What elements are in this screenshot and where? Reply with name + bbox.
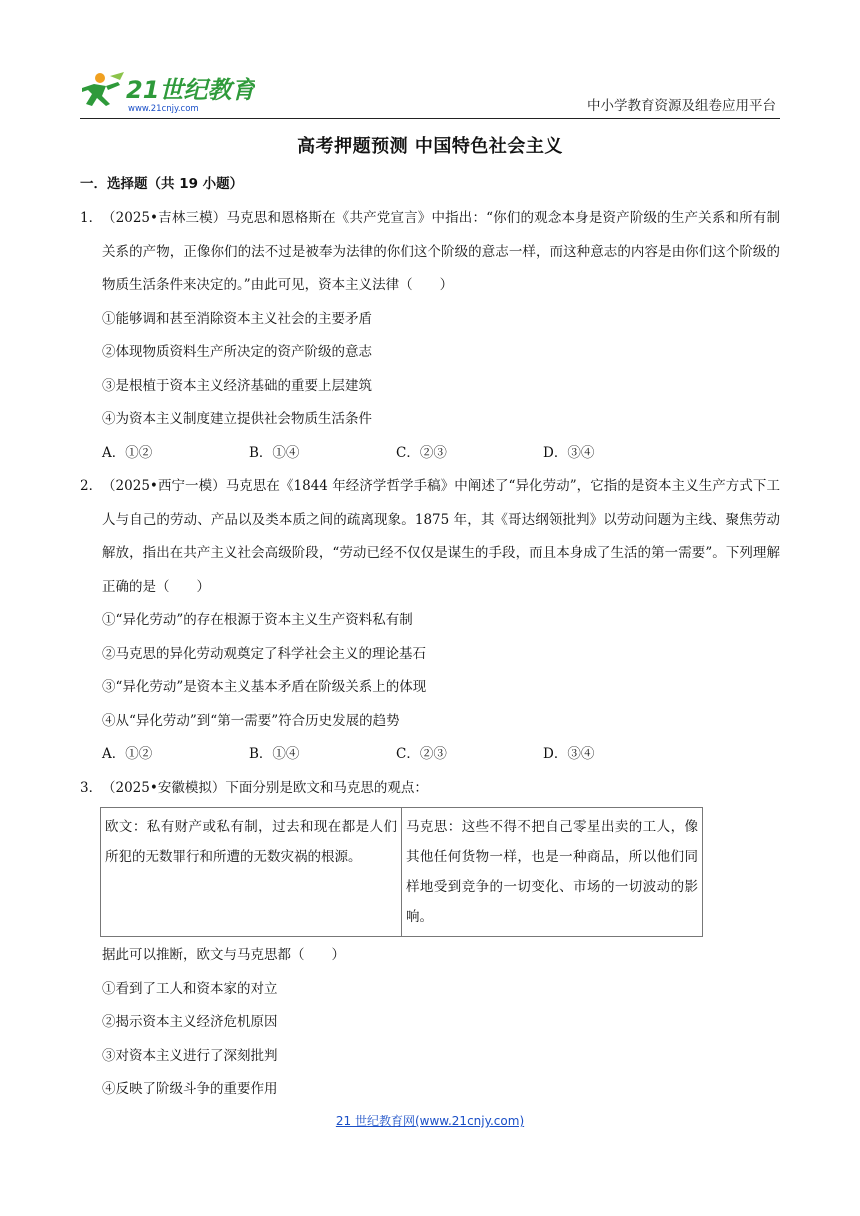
question-3 (80, 772, 780, 1107)
choice-c[interactable]: C．②③ (396, 444, 447, 461)
footer-link[interactable]: 21 世纪教育网(www.21cnjy.com) (335, 1114, 525, 1128)
header-divider (80, 118, 780, 119)
question-1 (80, 202, 780, 470)
choice-a[interactable]: A．①② (102, 444, 153, 461)
statement-option: ④反映了阶级斗争的重要作用 (102, 1081, 278, 1097)
choice-d[interactable]: D．③④ (543, 444, 595, 461)
statement-option: ②揭示资本主义经济危机原因 (102, 1014, 278, 1030)
question-prompt: 据此可以推断，欧文与马克思都（ ） (102, 947, 345, 963)
answer-choices (80, 738, 780, 772)
statement-option: ③是根植于资本主义经济基础的重要上层建筑 (102, 377, 372, 394)
runner-icon (82, 72, 124, 106)
question-stem: （2025•西宁一模）马克思在《1844 年经济学哲学手稿》中阐述了“异化劳动”，它指的是资本主义生产方式下工人与自己的劳动、产品以及类本质之间的疏离现象。1875 年，其《哥达纲领批判》以劳动问题为主线、聚焦劳动解放，指出在共产主义社会高级阶段，“劳动已经不仅仅是谋生的手段，而且本身成了生活的第一需要”。下列理解正确的是（ ） (102, 478, 780, 595)
statement-option: ②马克思的异化劳动观奠定了科学社会主义的理论基石 (102, 645, 426, 662)
logo-wordmark: 21世纪教育 (126, 76, 255, 104)
question-stem: （2025•安徽模拟）下面分别是欧文和马克思的观点： (102, 779, 428, 796)
choice-b[interactable]: B．①④ (249, 444, 300, 461)
statement-option: ①看到了工人和资本家的对立 (102, 980, 278, 997)
owen-viewpoint: 欧文：私有财产或私有制，过去和现在都是人们所犯的无数罪行和所遭的无数灾祸的根源。 (101, 808, 402, 937)
statement-option: ①“异化劳动”的存在根源于资本主义生产资料私有制 (102, 612, 413, 628)
statement-option: ②体现物质资料生产所决定的资产阶级的意志 (102, 344, 372, 360)
marx-viewpoint: 马克思：这些不得不把自己零星出卖的工人，像其他任何货物一样，也是一种商品，所以他们同样地受到竞争的一切变化、市场的一切波动的影响。 (402, 808, 703, 937)
section-heading: 一．选择题（共 19 小题） (80, 176, 244, 192)
statement-option: ③“异化劳动”是资本主义基本矛盾在阶级关系上的体现 (102, 679, 427, 695)
question-list (80, 202, 780, 1107)
choice-c[interactable]: C．②③ (396, 746, 447, 762)
question-number: 1． (80, 210, 103, 226)
viewpoint-table (100, 807, 703, 937)
question-2 (80, 470, 780, 772)
platform-slogan: 中小学教育资源及组卷应用平台 (587, 98, 776, 114)
statement-option: ①能够调和甚至消除资本主义社会的主要矛盾 (102, 310, 372, 327)
statement-option: ④为资本主义制度建立提供社会物质生活条件 (102, 411, 372, 427)
statement-option: ③对资本主义进行了深刻批判 (102, 1047, 278, 1064)
page-header (80, 64, 780, 120)
question-number: 3． (80, 779, 103, 796)
statement-option: ④从“异化劳动”到“第一需要”符合历史发展的趋势 (102, 712, 400, 729)
choice-a[interactable]: A．①② (102, 746, 153, 762)
question-stem: （2025•吉林三模）马克思和恩格斯在《共产党宣言》中指出：“你们的观念本身是资产阶级的生产关系和所有制关系的产物，正像你们的法不过是被奉为法律的你们这个阶级的意志一样，而这种意志的内容是由你们这个阶级的物质生活条件来决定的。”由此可见，资本主义法律（ ） (102, 210, 780, 293)
choice-d[interactable]: D．③④ (543, 746, 595, 762)
question-number: 2． (80, 478, 103, 494)
logo-url: www.21cnjy.com (128, 104, 199, 114)
page-title: 高考押题预测 中国特色社会主义 (297, 136, 563, 157)
choice-b[interactable]: B．①④ (249, 746, 300, 762)
site-logo[interactable] (80, 70, 255, 114)
answer-choices (80, 437, 780, 471)
